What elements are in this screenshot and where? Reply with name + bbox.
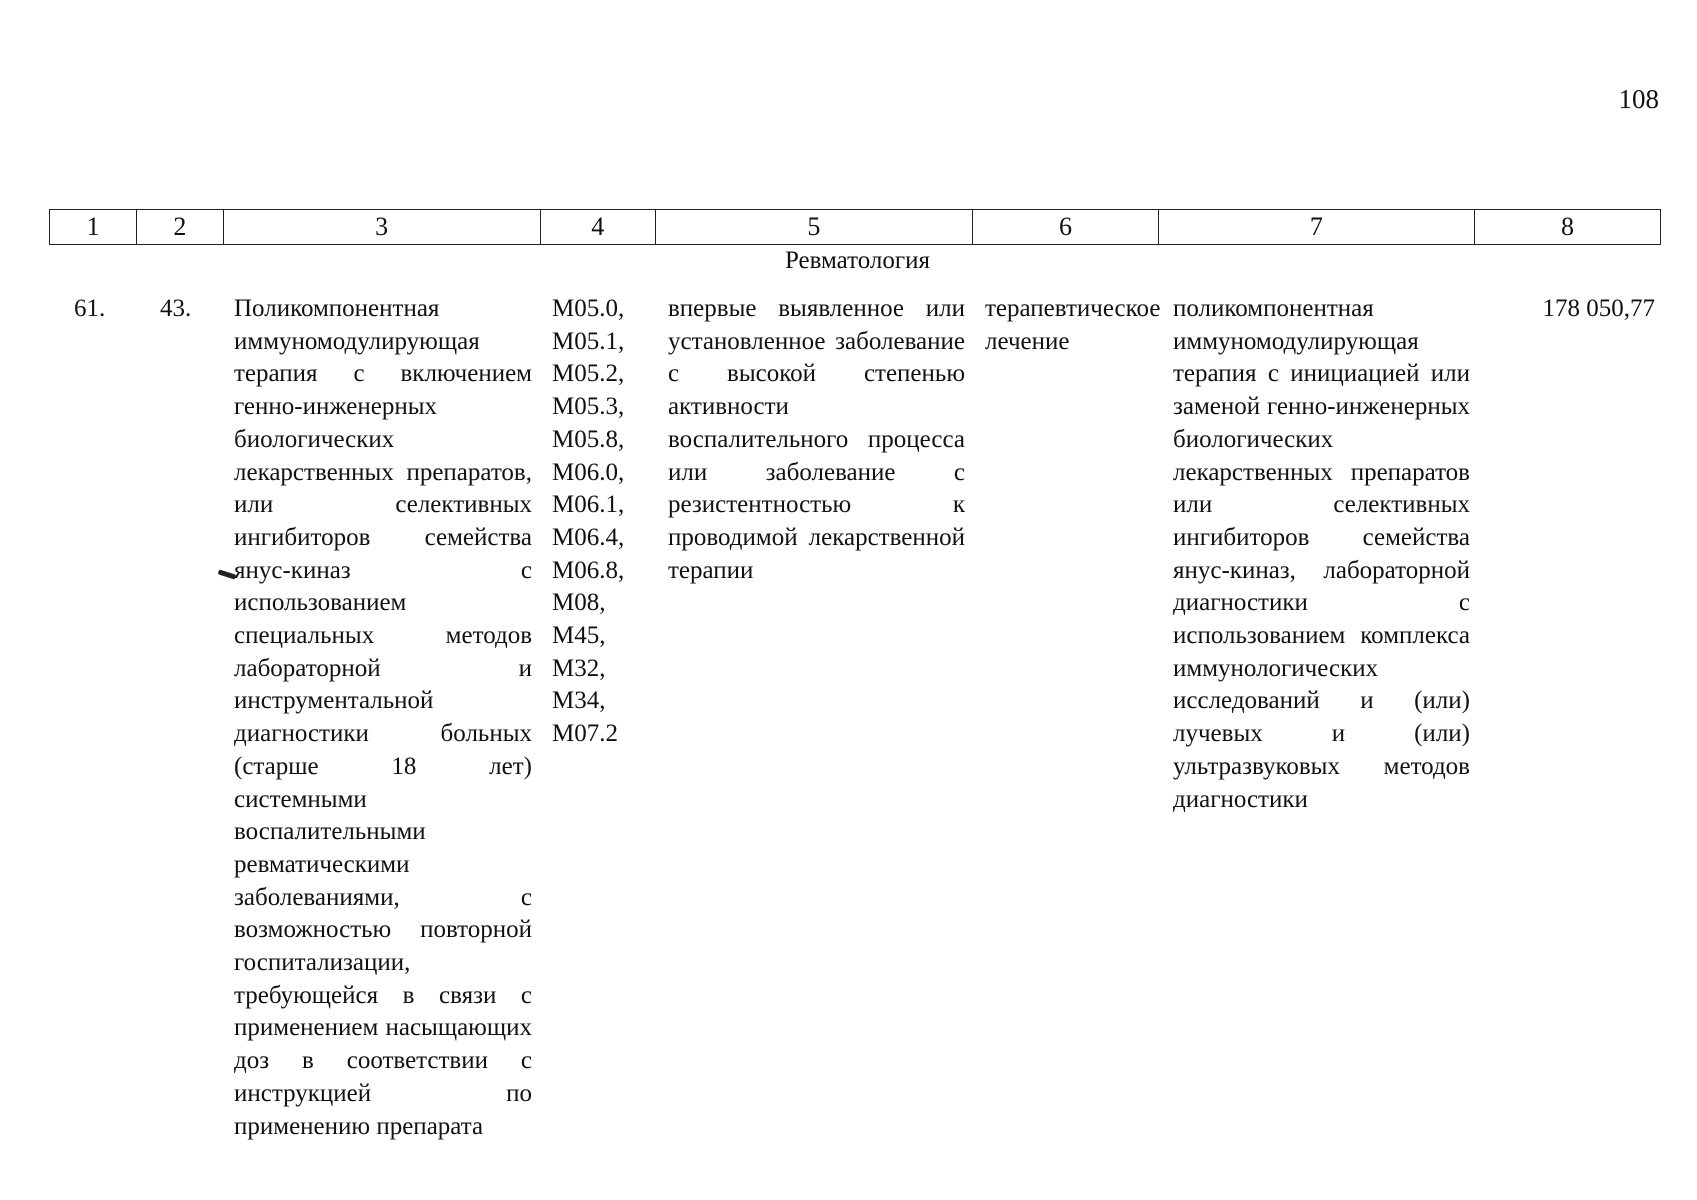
icd-code: M05.8, xyxy=(552,425,625,453)
icd-code: M45, xyxy=(552,622,606,650)
header-col-6: 6 xyxy=(972,210,1158,245)
row-sub-number: 43. xyxy=(160,295,192,322)
icd-code: M06.0, xyxy=(552,458,625,486)
cost-value: 178 050,77 xyxy=(1542,295,1655,322)
row-number: 61. xyxy=(74,295,106,322)
icd-code: M05.1, xyxy=(552,327,625,355)
header-col-3: 3 xyxy=(223,210,540,245)
page-number: 108 xyxy=(1618,84,1659,114)
header-col-2: 2 xyxy=(137,210,223,245)
treatment-type: терапевтическое лечение xyxy=(985,295,1161,355)
icd-code: M06.1, xyxy=(552,491,625,519)
icd-codes xyxy=(552,293,654,751)
column-number-header xyxy=(49,209,1661,245)
header-col-1: 1 xyxy=(50,210,137,245)
header-col-5: 5 xyxy=(655,210,972,245)
icd-code: M05.0, xyxy=(552,295,625,322)
icd-code: M07.2 xyxy=(552,720,618,748)
icd-code: M06.4, xyxy=(552,523,625,551)
icd-code: M06.8, xyxy=(552,556,625,584)
treatment-method: поликомпонентная иммуномодулирующая терапия с инициацией или заменой генно-инженерных биологических лекарственных препаратов или селективных ингибиторов семейства янус-киназ, лабораторной диагностики с использованием комплекса иммунологических исследований и (или) лучевых и (или) ультразвуковых методов диагностики xyxy=(1173,295,1470,813)
header-col-4: 4 xyxy=(540,210,655,245)
icd-code: M05.3, xyxy=(552,393,625,421)
icd-code: M34, xyxy=(552,687,606,715)
section-title: Ревматология xyxy=(784,247,931,274)
header-col-8: 8 xyxy=(1474,210,1660,245)
care-type-description: Поликомпонентная иммуномодулирующая терапия с включением генно-инженерных биологических лекарственных препаратов, или селективных ингибиторов семейства янус-киназ с использованием специальных методов лабораторной и инструментальной диагностики больных (старше 18 лет) системными воспалительными ревматическими заболеваниями, с возможностью повторной госпитализации, требующейся в связи с применением насыщающих доз в соответствии с инструкцией по применению препарата xyxy=(234,295,532,1140)
icd-code: M08, xyxy=(552,589,606,617)
icd-code: M05.2, xyxy=(552,360,625,388)
patient-model: впервые выявленное или установленное заболевание с высокой степенью активности воспалительного процесса или заболевание с резистентностью к проводимой лекарственной терапии xyxy=(668,295,965,584)
icd-code: M32, xyxy=(552,654,606,682)
header-col-7: 7 xyxy=(1158,210,1474,245)
